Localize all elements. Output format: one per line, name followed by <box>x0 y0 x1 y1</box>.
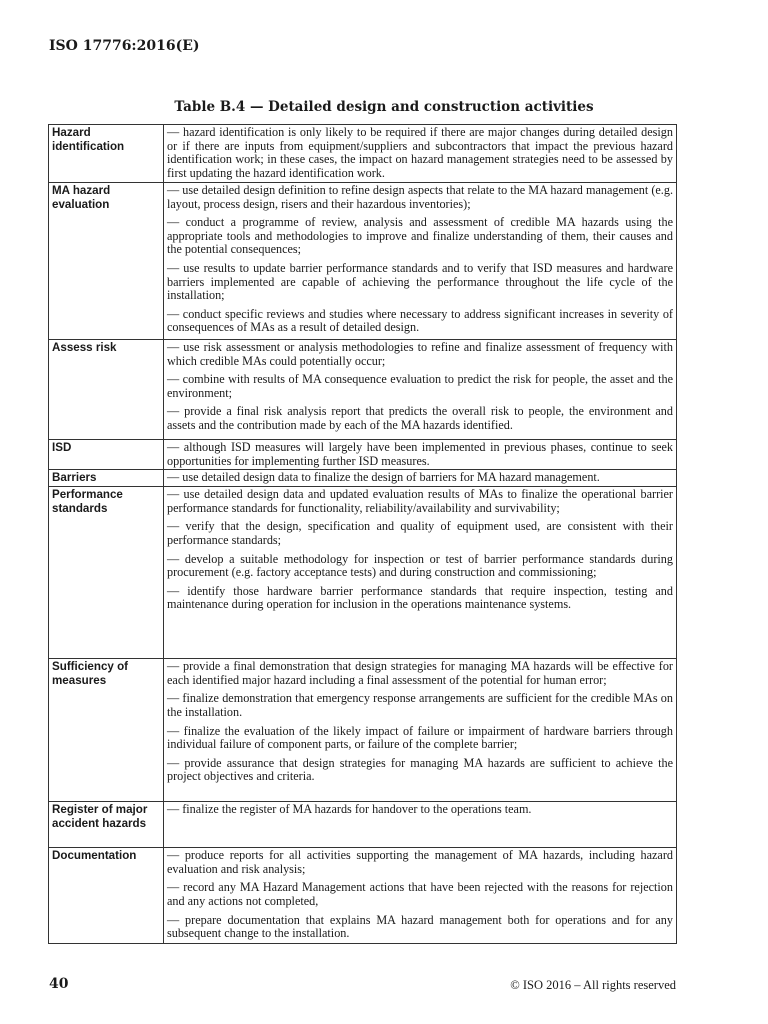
row-description <box>164 802 677 848</box>
table-row <box>49 848 677 944</box>
copyright-notice: © ISO 2016 – All rights reserved <box>510 978 676 992</box>
activity-item: — provide a final demonstration that design strategies for managing MA hazards will be effective for each identified major hazard including a final assessment of the potential for human error; <box>167 659 673 687</box>
page-number: 40 <box>49 976 69 992</box>
activity-item: — identify those hardware barrier performance standards that require inspection, testing and maintenance during operation for inclusion in the operations maintenance systems. <box>167 583 673 612</box>
activity-item: — combine with results of MA consequence evaluation to predict the risk for people, the asset and the environment; <box>167 372 673 400</box>
activity-item: — use risk assessment or analysis methodologies to refine and finalize assessment of frequency with which credible MAs could potentially occur; <box>167 340 673 368</box>
row-category: ISD <box>49 440 164 470</box>
activities-table <box>48 124 677 944</box>
table-row <box>49 470 677 487</box>
table-row <box>49 125 677 183</box>
activity-item: — prepare documentation that explains MA hazard management both for operations and for any subsequent change to the installation. <box>167 912 673 941</box>
row-description <box>164 183 677 340</box>
row-category: Assess risk <box>49 340 164 440</box>
activity-item: — use results to update barrier performance standards and to verify that ISD measures and hardware barriers implemented are capable of achieving the performance throughout the life cycle of the installation; <box>167 260 673 303</box>
document-id: ISO 17776:2016(E) <box>49 38 200 54</box>
activity-item: — record any MA Hazard Management actions that have been rejected with the reasons for rejection and any actions not completed, <box>167 880 673 908</box>
row-category: Sufficiency of measures <box>49 659 164 802</box>
activity-item: — use detailed design definition to refine design aspects that relate to the MA hazard management (e.g. layout, process design, risers and their hazardous inventories); <box>167 183 673 211</box>
row-category: MA hazard evaluation <box>49 183 164 340</box>
row-category: Register of major accident hazards <box>49 802 164 848</box>
row-description <box>164 125 677 183</box>
table-row <box>49 440 677 470</box>
row-description <box>164 340 677 440</box>
row-category: Performance standards <box>49 487 164 659</box>
row-description <box>164 659 677 802</box>
activity-item: — develop a suitable methodology for inspection or test of barrier performance standards during procurement (e.g. factory acceptance tests) and during construction and commissioning; <box>167 551 673 580</box>
row-description <box>164 470 677 487</box>
activity-item: — provide assurance that design strategies for managing MA hazards are sufficient to achieve the project objectives and criteria. <box>167 755 673 784</box>
activity-item: — conduct specific reviews and studies where necessary to address significant increases in severity of consequences of MAs as a result of detailed design. <box>167 306 673 335</box>
table-row <box>49 487 677 659</box>
table-body <box>49 125 677 944</box>
row-description <box>164 440 677 470</box>
activity-item: — verify that the design, specification and quality of equipment used, are consistent with their performance standards; <box>167 519 673 547</box>
activity-item: — produce reports for all activities supporting the management of MA hazards, including hazard evaluation and risk analysis; <box>167 848 673 876</box>
table-row <box>49 659 677 802</box>
activity-item: — finalize the register of MA hazards for handover to the operations team. <box>167 802 532 817</box>
table-row <box>49 802 677 848</box>
row-category: Barriers <box>49 470 164 487</box>
row-category: Hazard identification <box>49 125 164 183</box>
activity-item: — hazard identification is only likely to be required if there are major changes during detailed design or if there are inputs from equipment/suppliers and subcontractors that impact the previous hazard identification work; in these cases, the impact on hazard management strategies need to be assessed by first updating the hazard identification work. <box>167 125 673 180</box>
row-category: Documentation <box>49 848 164 944</box>
activity-item: — provide a final risk analysis report that predicts the overall risk to people, the environment and assets and the contribution made by each of the MA hazards identified. <box>167 404 673 432</box>
table-title: Table B.4 — Detailed design and construction activities <box>174 99 594 115</box>
activity-item: — use detailed design data to finalize the design of barriers for MA hazard management. <box>167 470 600 485</box>
activity-item: — conduct a programme of review, analysis and assessment of credible MA hazards using the appropriate tools and methodologies to improve and finalize understanding of them, their causes and the potential consequences; <box>167 215 673 257</box>
table-row <box>49 183 677 340</box>
activity-item: — although ISD measures will largely have been implemented in previous phases, continue to seek opportunities for implementing further ISD measures. <box>167 440 673 468</box>
row-description <box>164 848 677 944</box>
activity-item: — finalize the evaluation of the likely impact of failure or impairment of hardware barriers through individual failure of component parts, or failure of the complete barrier; <box>167 723 673 752</box>
activity-item: — finalize demonstration that emergency response arrangements are sufficient for the credible MAs on the installation. <box>167 691 673 719</box>
row-description <box>164 487 677 659</box>
activity-item: — use detailed design data and updated evaluation results of MAs to finalize the operational barrier performance standards for functionality, reliability/availability and survivability; <box>167 487 673 515</box>
table-row <box>49 340 677 440</box>
